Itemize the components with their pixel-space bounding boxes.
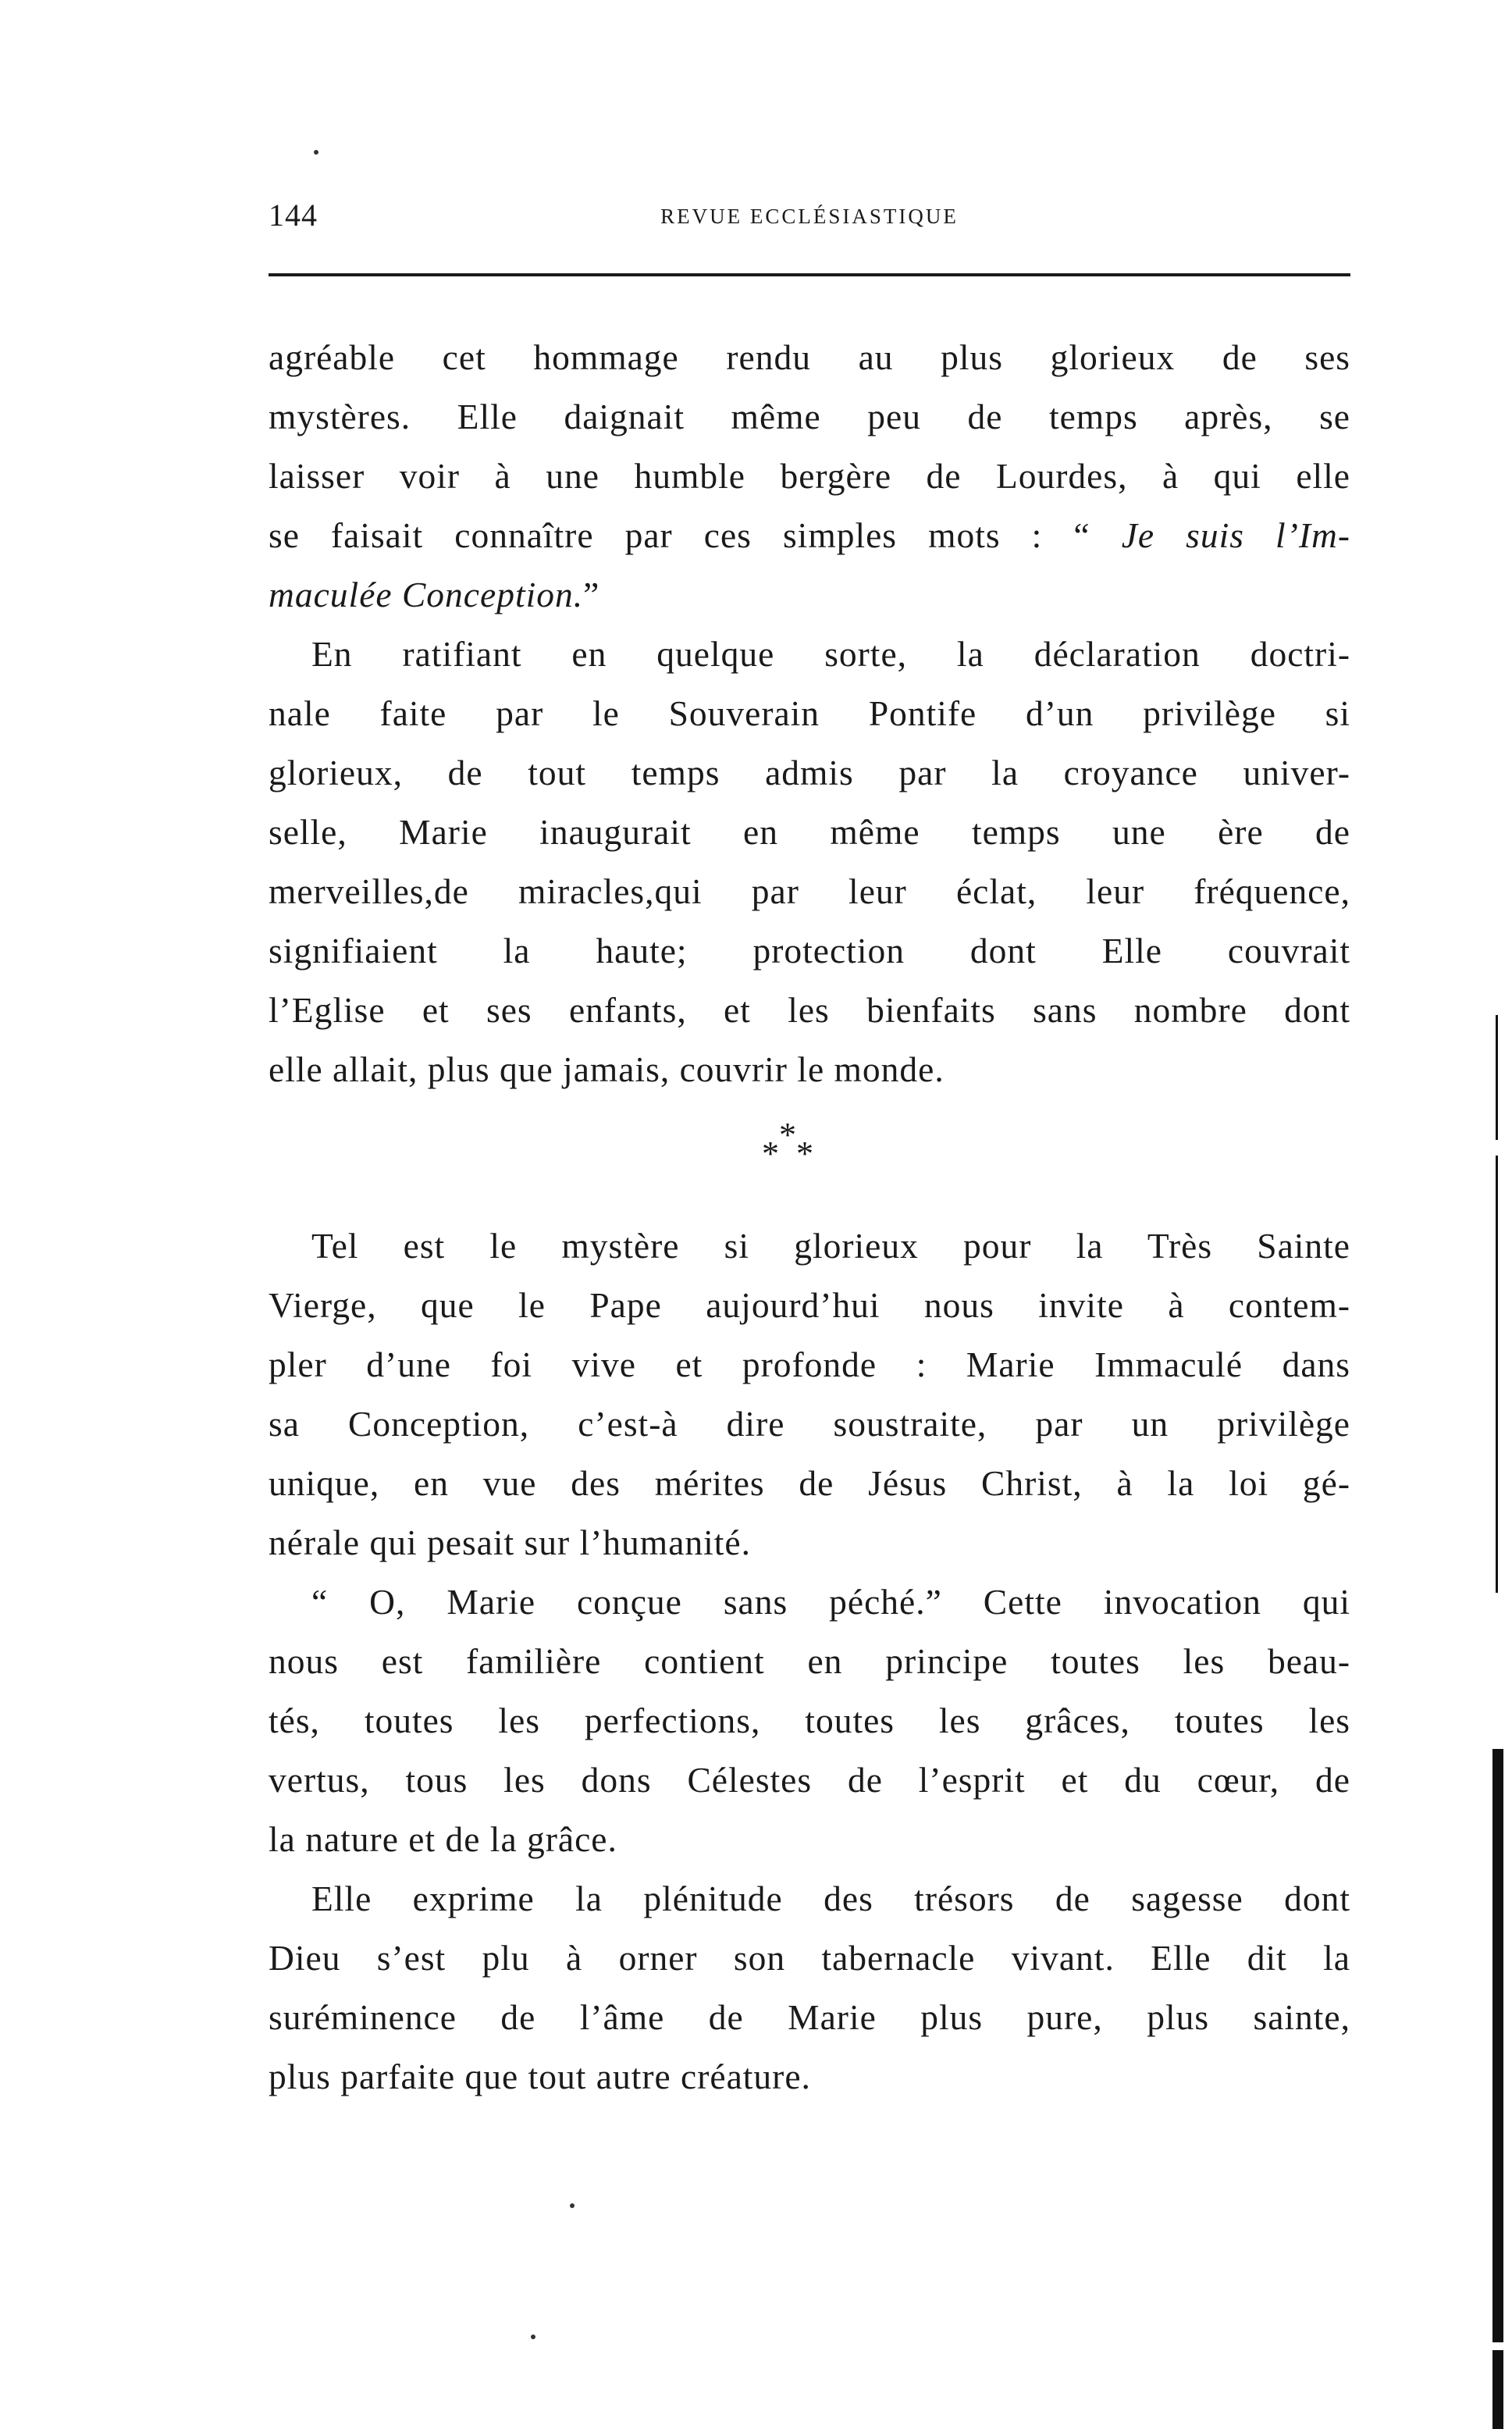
text-line: agréable cet hommage rendu au plus glorieux de ses — [269, 337, 1350, 377]
text-line: vertus, tous les dons Célestes de l’esprit et du cœur, de — [269, 1760, 1350, 1800]
paragraph-4 — [269, 1572, 1350, 1869]
text-line: sa Conception, c’est-à dire soustraite, par un privilège — [269, 1404, 1350, 1444]
text-line: selle, Marie inaugurait en même temps une ère de — [269, 812, 1350, 852]
scan-edge-thin — [1496, 1156, 1498, 1593]
text-line: laisser voir à une humble bergère de Lourdes, à qui elle — [269, 456, 1350, 496]
page-number: 144 — [269, 198, 318, 233]
scan-edge-thick — [1492, 2350, 1503, 2429]
text-line: mystères. Elle daignait même peu de temps après, se — [269, 397, 1350, 436]
scan-edge-thick — [1492, 1749, 1503, 2342]
closing-quote: ” — [583, 575, 600, 614]
ink-speck-bottom-2 — [531, 2335, 535, 2339]
asterism-star-right: * — [796, 1134, 814, 1173]
text-line: nous est familière contient en principe toutes les beau- — [269, 1641, 1350, 1681]
text-line: glorieux, de tout temps admis par la croyance univer- — [269, 753, 1350, 792]
page-header — [269, 197, 1350, 244]
ink-speck-bottom-1 — [570, 2203, 575, 2208]
text-line: nale faite par le Souverain Pontife d’un privilège si — [269, 693, 1350, 733]
quotation-italic: maculée Conception. — [269, 575, 584, 614]
scan-edge-thin — [1496, 1015, 1498, 1140]
header-rule — [269, 273, 1350, 276]
text-line: Elle exprime la plénitude des trésors de sagesse dont — [311, 1879, 1350, 1918]
running-title: REVUE ECCLÉSIASTIQUE — [660, 205, 959, 228]
text-line — [269, 565, 1350, 625]
asterism-star-left: * — [762, 1134, 780, 1173]
text-line — [269, 506, 1350, 565]
ink-speck-top — [314, 150, 318, 155]
text-line: pler d’une foi vive et profonde : Marie Immaculé dans — [269, 1344, 1350, 1384]
text-segment: se faisait connaître par ces simples mots : “ — [269, 515, 1090, 555]
asterism-separator — [269, 1099, 1350, 1216]
text-line: Dieu s’est plu à orner son tabernacle vivant. Elle dit la — [269, 1938, 1350, 1978]
paragraph-3 — [269, 1216, 1350, 1572]
text-line: plus parfaite que tout autre créature. — [269, 2057, 811, 2096]
quotation-italic: Je suis l’Im- — [1121, 515, 1351, 555]
text-line: En ratifiant en quelque sorte, la déclaration doctri- — [311, 634, 1350, 674]
paragraph-2 — [269, 625, 1350, 1099]
text-line: Vierge, que le Pape aujourd’hui nous invite à contem- — [269, 1285, 1350, 1325]
text-line: elle allait, plus que jamais, couvrir le monde. — [269, 1049, 945, 1089]
body-text — [269, 328, 1350, 2107]
text-line: suréminence de l’âme de Marie plus pure, plus sainte, — [269, 1997, 1350, 2037]
text-line: l’Eglise et ses enfants, et les bienfaits sans nombre dont — [269, 990, 1350, 1030]
text-line: nérale qui pesait sur l’humanité. — [269, 1523, 751, 1562]
text-line: tés, toutes les perfections, toutes les grâces, toutes les — [269, 1701, 1350, 1740]
text-line: la nature et de la grâce. — [269, 1819, 617, 1859]
text-line: signifiaient la haute; protection dont Elle couvrait — [269, 931, 1350, 971]
paragraph-5 — [269, 1869, 1350, 2107]
paragraph-1 — [269, 328, 1350, 625]
text-line: Tel est le mystère si glorieux pour la Très Sainte — [311, 1226, 1350, 1266]
text-line: merveilles,de miracles,qui par leur éclat, leur fréquence, — [269, 871, 1350, 911]
text-line: unique, en vue des mérites de Jésus Christ, à la loi gé- — [269, 1463, 1350, 1503]
text-line: “ O, Marie conçue sans péché.” Cette invocation qui — [311, 1582, 1350, 1622]
asterism-star-top: * — [779, 1116, 797, 1154]
